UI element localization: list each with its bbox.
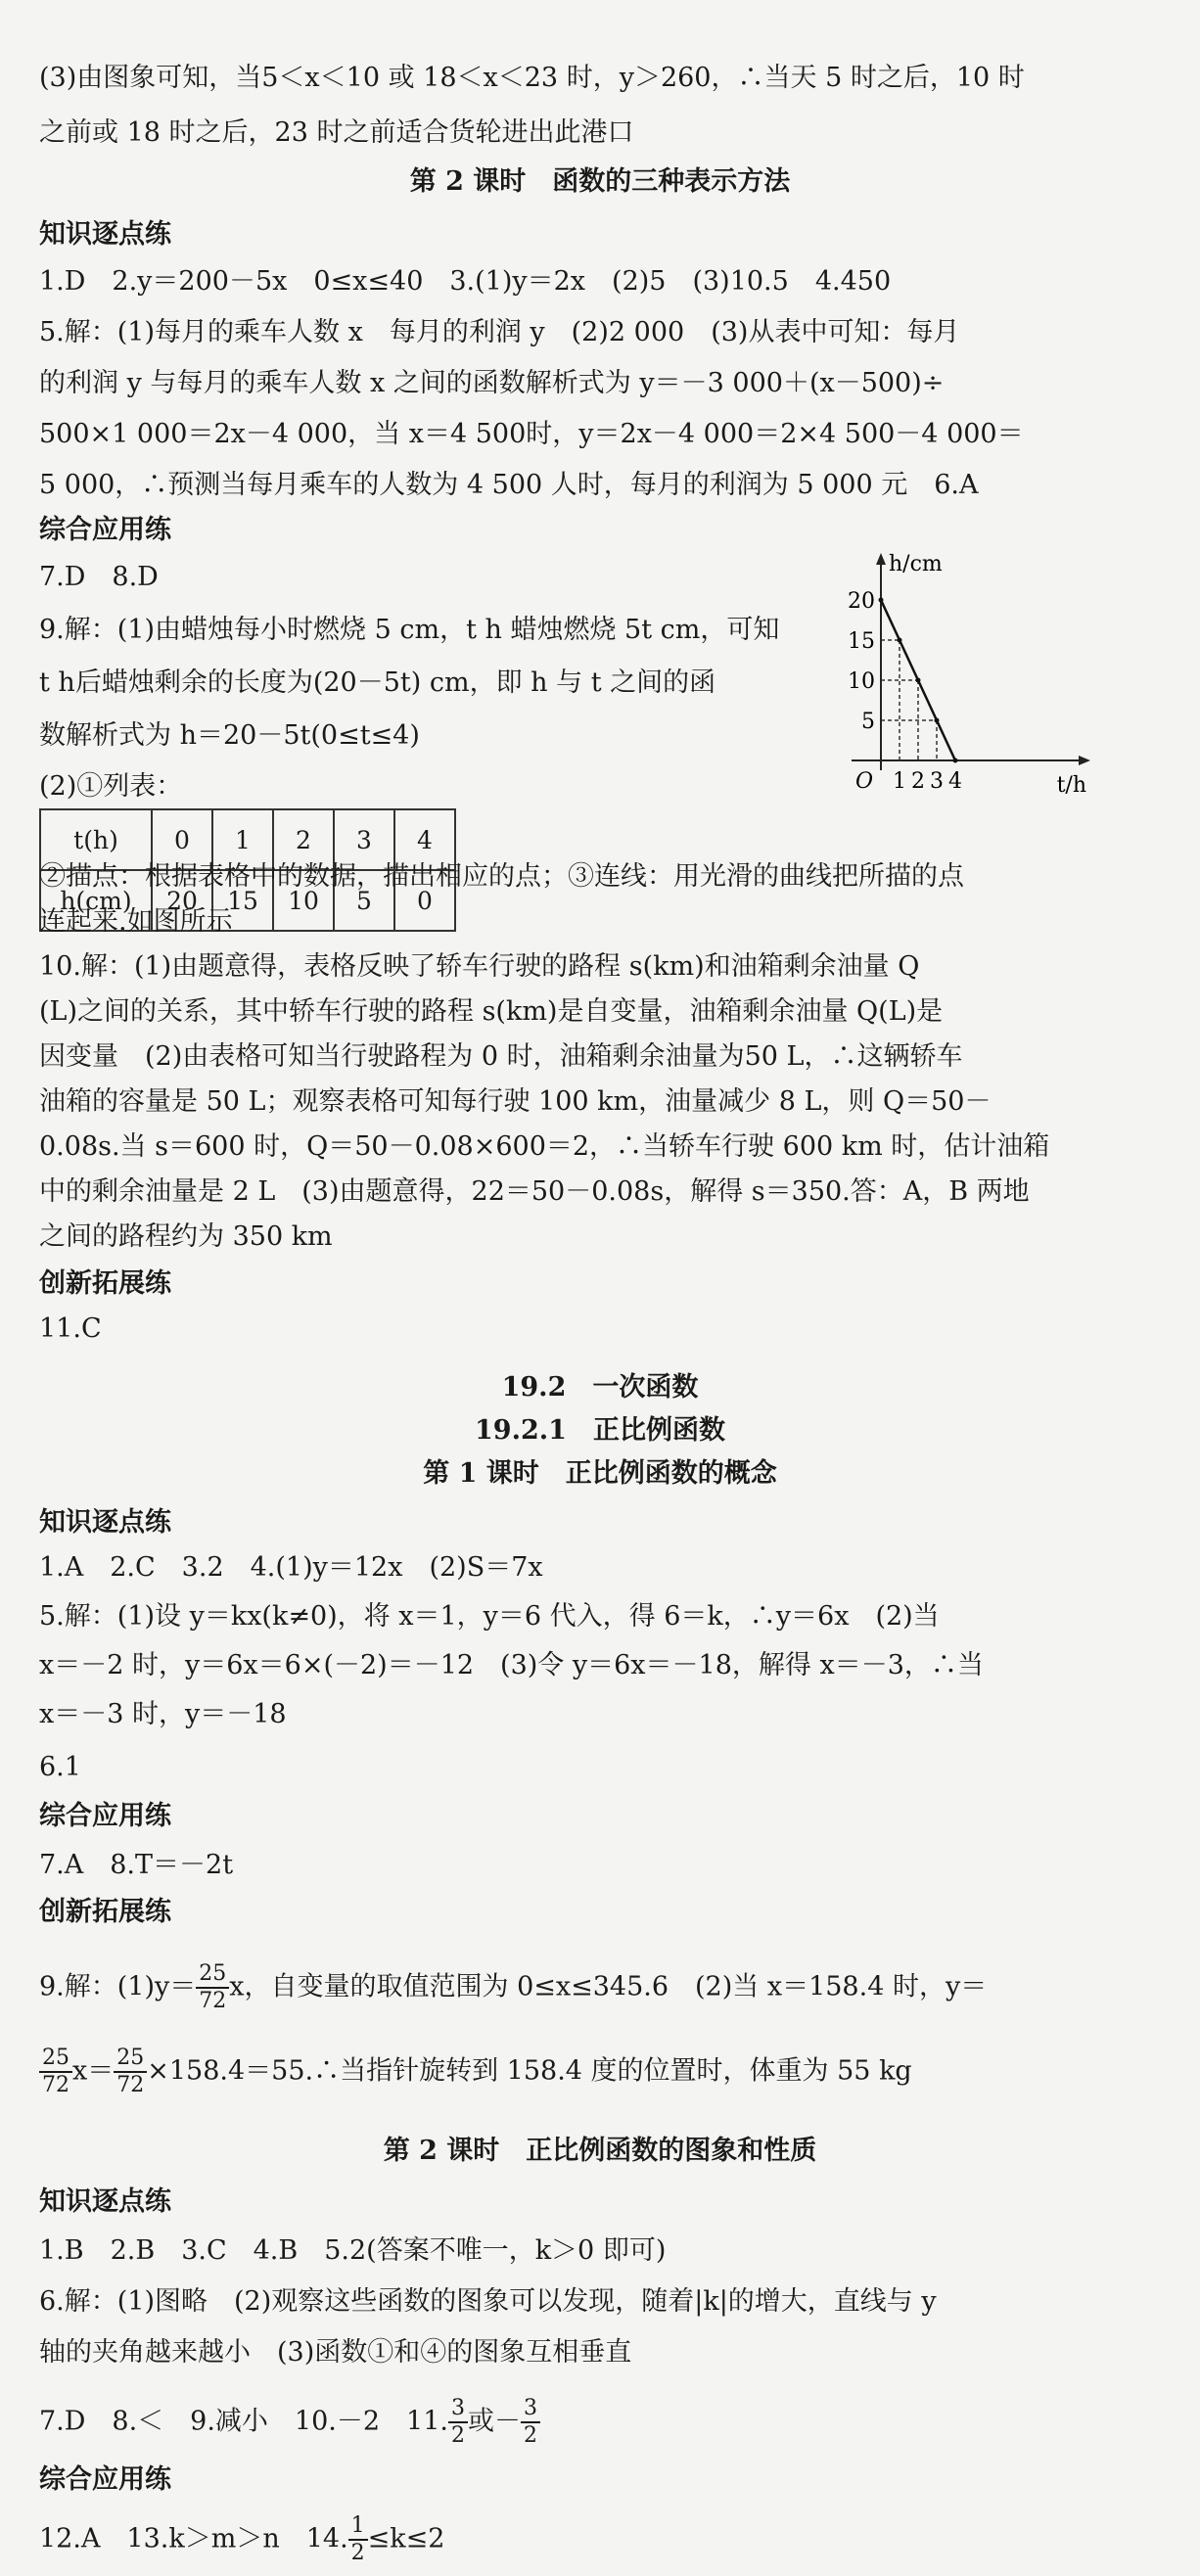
answer-line: 数解析式为 h＝20－5t(0≤t≤4) — [39, 720, 420, 751]
numerator: 25 — [39, 2046, 72, 2073]
section-heading: 综合应用练 — [39, 1801, 171, 1831]
section-heading: 创新拓展练 — [39, 1897, 171, 1927]
fraction — [196, 1961, 229, 2014]
data-point — [916, 678, 921, 683]
fraction — [448, 2396, 468, 2449]
text-line: (3)由图象可知，当5＜x＜10 或 18＜x＜23 时，y＞260，∴当天 5 时之后，10 时 — [39, 63, 1025, 93]
line-graph — [840, 543, 1094, 798]
answer-line: 油箱的容量是 50 L；观察表格可知每行驶 100 km，油量减少 8 L，则 Q＝50－ — [39, 1086, 992, 1117]
x-tick-label: 2 — [911, 769, 925, 794]
answer-line: 5.解：(1)每月的乘车人数 x 每月的利润 y (2)2 000 (3)从表中可知：每月 — [39, 317, 960, 347]
table-header-cell: h(cm) — [40, 870, 152, 931]
text-fragment: ×158.4＝55.∴当指针旋转到 158.4 度的位置时，体重为 55 kg — [147, 2055, 912, 2087]
numerator: 3 — [448, 2396, 468, 2423]
answer-line — [39, 2396, 1165, 2449]
fraction — [114, 2046, 147, 2098]
y-tick-label: 15 — [848, 629, 875, 654]
table-cell: 10 — [273, 870, 334, 931]
text-fragment: 9.解：(1)y＝ — [39, 1971, 197, 2002]
y-axis-label: h/cm — [889, 552, 943, 576]
text-fragment: 或－ — [468, 2406, 521, 2437]
answer-line: 之间的路程约为 350 km — [39, 1221, 333, 1252]
text-line: 之前或 18 时之后，23 时之前适合货轮进出此港口 — [39, 117, 634, 148]
table-cell: 5 — [334, 870, 394, 931]
answer-line: 1.B 2.B 3.C 4.B 5.2(答案不唯一，k＞0 即可) — [39, 2235, 667, 2266]
answer-line: 1.D 2.y＝200－5x 0≤x≤40 3.(1)y＝2x (2)5 (3)10.5 4.450 — [39, 266, 892, 297]
table-cell: 2 — [273, 809, 334, 870]
answer-line: 5 000，∴预测当每月乘车的人数为 4 500 人时，每月的利润为 5 000 元 6.A — [39, 470, 979, 500]
answer-line — [39, 2513, 1165, 2566]
denominator: 2 — [451, 2423, 465, 2448]
denominator: 72 — [116, 2073, 145, 2097]
answer-line: 6.1 — [39, 1752, 81, 1782]
answer-line: t h后蜡烛剩余的长度为(20－5t) cm，即 h 与 t 之间的函 — [39, 667, 716, 698]
x-axis-arrow — [1079, 756, 1090, 765]
section-heading: 创新拓展练 — [39, 1268, 171, 1299]
answer-line: (2)①列表： — [39, 771, 183, 802]
fraction — [521, 2396, 540, 2449]
denominator: 72 — [199, 1989, 227, 2013]
answer-line: 10.解：(1)由题意得，表格反映了轿车行驶的路程 s(km)和油箱剩余油量 Q — [39, 951, 920, 982]
table-cell: 0 — [394, 870, 455, 931]
answer-line — [39, 1961, 1165, 2014]
subsection-title: 19.2.1 正比例函数 — [475, 1415, 725, 1446]
x-axis-label: t/h — [1056, 773, 1086, 798]
y-tick-label: 20 — [848, 589, 875, 614]
answer-line: 0.08s.当 s＝600 时，Q＝50－0.08×600＝2，∴当轿车行驶 600 km 时，估计油箱 — [39, 1131, 1050, 1162]
data-point — [898, 638, 902, 643]
answer-line: 因变量 (2)由表格可知当行驶路程为 0 时，油箱剩余油量为50 L，∴这辆轿车 — [39, 1041, 963, 1072]
denominator: 2 — [350, 2541, 365, 2565]
table-cell: 3 — [334, 809, 394, 870]
numerator: 25 — [114, 2046, 147, 2073]
table-cell: 20 — [152, 870, 212, 931]
answer-line: 7.D 8.D — [39, 562, 159, 592]
x-tick-label: 3 — [930, 769, 944, 794]
answer-line: ②描点：根据表格中的数据，描出相应的点；③连线：用光滑的曲线把所描的点 — [39, 861, 964, 892]
text-fragment: x＝ — [72, 2055, 115, 2087]
table-header-cell: t(h) — [40, 809, 152, 870]
lesson-heading: 第 2 课时 正比例函数的图象和性质 — [383, 2136, 817, 2166]
y-tick-label: 5 — [861, 710, 875, 734]
answer-line: 连起来.如图所示 — [39, 906, 233, 937]
section-title: 19.2 一次函数 — [501, 1372, 699, 1403]
denominator: 72 — [42, 2073, 69, 2097]
text-fragment: 12.A 13.k＞m＞n 14. — [39, 2523, 348, 2554]
lesson-heading: 第 1 课时 正比例函数的概念 — [423, 1458, 777, 1489]
answer-line: 6.解：(1)图略 (2)观察这些函数的图象可以发现，随着|k|的增大，直线与 y — [39, 2286, 937, 2317]
answer-line: 11.C — [39, 1313, 102, 1344]
lesson-heading: 第 2 课时 函数的三种表示方法 — [409, 166, 791, 197]
table-cell: 15 — [212, 870, 273, 931]
fraction — [348, 2513, 368, 2566]
y-axis-arrow — [876, 553, 886, 565]
section-heading: 知识逐点练 — [39, 1507, 171, 1538]
numerator: 3 — [521, 2396, 540, 2423]
answer-line: x＝－3 时，y＝－18 — [39, 1699, 287, 1729]
answer-line: 9.解：(1)由蜡烛每小时燃烧 5 cm，t h 蜡烛燃烧 5t cm，可知 — [39, 615, 780, 645]
answer-line: (L)之间的关系，其中轿车行驶的路程 s(km)是自变量，油箱剩余油量 Q(L)是 — [39, 996, 944, 1027]
data-point — [879, 598, 884, 603]
text-fragment: 7.D 8.＜ 9.减小 10.－2 11. — [39, 2406, 448, 2437]
denominator: 2 — [524, 2423, 537, 2448]
text-fragment: ≤k≤2 — [367, 2523, 445, 2554]
fraction — [39, 2046, 72, 2098]
answer-line: 轴的夹角越来越小 (3)函数①和④的图象互相垂直 — [39, 2337, 632, 2368]
x-tick-label: 4 — [948, 769, 962, 794]
answer-line: 5.解：(1)设 y＝kx(k≠0)，将 x＝1，y＝6 代入，得 6＝k，∴y＝6x (2)当 — [39, 1601, 940, 1632]
section-heading: 知识逐点练 — [39, 2186, 171, 2217]
origin-label: O — [854, 769, 873, 794]
answer-line: 中的剩余油量是 2 L (3)由题意得，22＝50－0.08s，解得 s＝350.答：A，B 两地 — [39, 1176, 1030, 1207]
data-point — [953, 759, 958, 763]
numerator: 1 — [348, 2513, 368, 2541]
section-heading: 知识逐点练 — [39, 219, 171, 250]
answer-line: 7.A 8.T＝－2t — [39, 1850, 234, 1880]
section-heading: 综合应用练 — [39, 515, 171, 545]
answer-line: 500×1 000＝2x－4 000，当 x＝4 500时，y＝2x－4 000＝2×4 500－4 000＝ — [39, 419, 1024, 449]
table-cell: 4 — [394, 809, 455, 870]
y-tick-label: 10 — [848, 669, 875, 694]
numerator: 25 — [196, 1961, 229, 1989]
x-tick-label: 1 — [893, 769, 906, 794]
section-heading: 综合应用练 — [39, 2464, 171, 2495]
answer-line: x＝－2 时，y＝6x＝6×(－2)＝－12 (3)令 y＝6x＝－18，解得 x＝－3，∴当 — [39, 1650, 984, 1680]
answer-line — [39, 2046, 1165, 2098]
table-cell: 1 — [212, 809, 273, 870]
data-point — [935, 718, 940, 723]
answer-line: 1.A 2.C 3.2 4.(1)y＝12x (2)S＝7x — [39, 1552, 543, 1583]
text-fragment: x，自变量的取值范围为 0≤x≤345.6 (2)当 x＝158.4 时，y＝ — [229, 1971, 988, 2002]
table-cell: 0 — [152, 809, 212, 870]
answer-line: 的利润 y 与每月的乘车人数 x 之间的函数解析式为 y＝－3 000＋(x－500)÷ — [39, 368, 945, 398]
